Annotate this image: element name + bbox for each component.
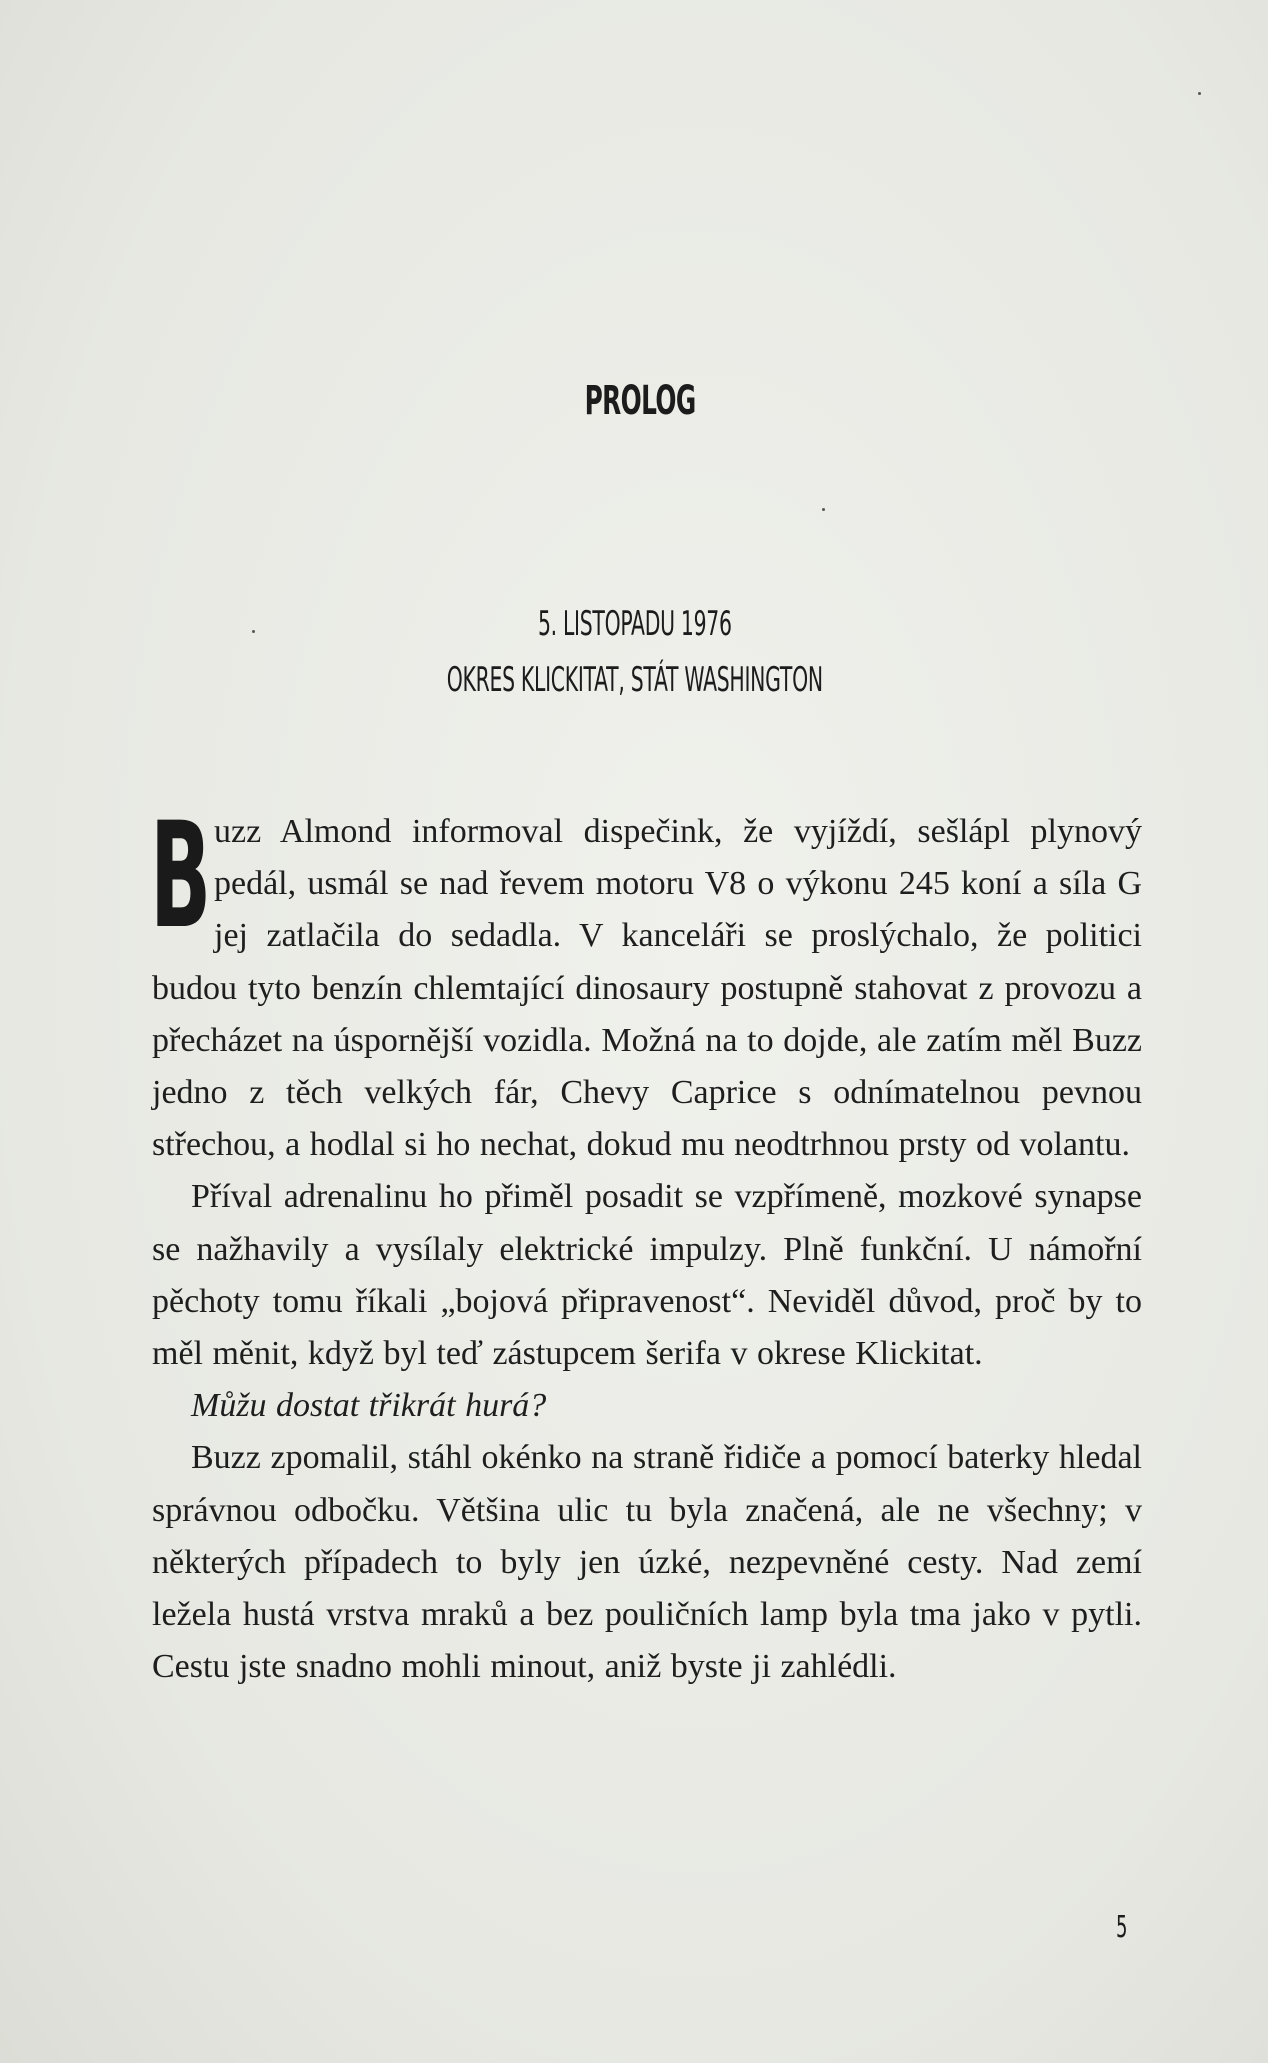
chapter-title: PROLOG xyxy=(584,378,696,424)
paragraph-1-text: uzz Almond informoval dispečink, že vyjíždí, sešlápl plynový pedál, usmál se nad řevem motoru V8 o výkonu 245 koní a síla G jej zatlačila do sedadla. V kanceláři se proslýchalo, že politici budou tyto benzín chlemtající dinosaury postupně stahovat z provozu a přecházet na úspornější vozidla. Možná na to dojde, ale zatím měl Buzz jedno z těch velkých fár, Chevy Caprice s odnímatelnou pevnou střechou, a hodlal si ho nechat, dokud mu neodtrhnou prsty od volantu. xyxy=(152,813,1142,1164)
dateline-date: 5. LISTOPADU 1976 xyxy=(537,604,732,644)
drop-cap: B xyxy=(150,791,212,961)
paragraph-3-italic: Můžu dostat třikrát hurá? xyxy=(191,1387,547,1425)
paper-speck xyxy=(822,508,825,511)
paragraph-4: Buzz zpomalil, stáhl okénko na straně řidiče a pomocí baterky hledal správnou odbočku. Většina ulic tu byla značená, ale ne všechny; v některých případech to byly jen úzké, nezpevněné cesty. Nad zemí ležela hustá vrstva mraků a bez pouličních lamp byla tma jako v pytli. Cestu jste snadno mohli minout, aniž byste ji zahlédli. xyxy=(152,1439,1142,1686)
page-number: 5 xyxy=(1116,1910,1128,1945)
paper-speck xyxy=(252,630,255,633)
paragraph-2: Příval adrenalinu ho přiměl posadit se vzpřímeně, mozkové synapse se nažhavily a vysílaly elektrické impulzy. Plně funkční. U námořní pěchoty tomu říkali „bojová připravenost“. Neviděl důvod, proč by to měl měnit, když byl teď zástupcem šerifa v okrese Klickitat. xyxy=(152,1178,1142,1373)
dateline-location: OKRES KLICKITAT, STÁT WASHINGTON xyxy=(446,660,823,700)
body-text xyxy=(150,791,1142,1693)
paragraph-1 xyxy=(150,791,1142,1171)
paper-speck xyxy=(1198,92,1201,95)
